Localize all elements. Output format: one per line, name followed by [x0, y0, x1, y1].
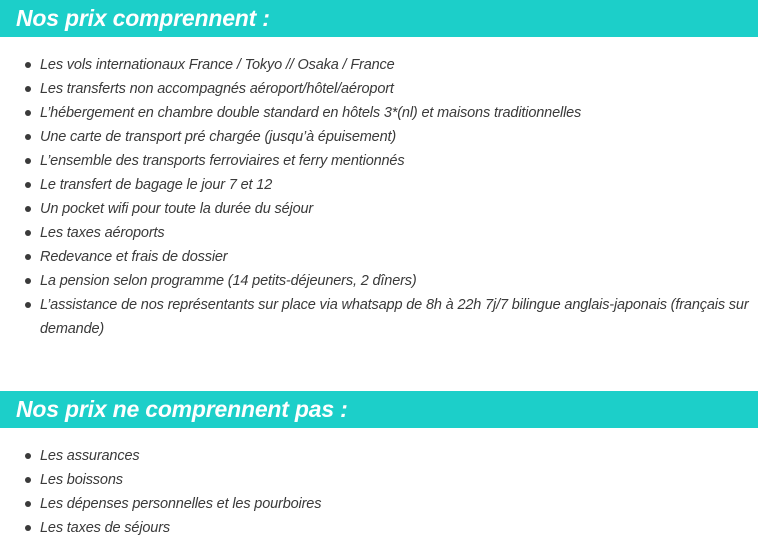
list-item-text: L’assistance de nos représentants sur place via whatsapp de 8h à 22h 7j/7 bilingue anglais-japonais (français sur demande) — [40, 297, 749, 337]
list-item — [0, 77, 758, 101]
list-item-text: L’ensemble des transports ferroviaires et ferry mentionnés — [40, 153, 405, 169]
list-item — [0, 444, 758, 468]
excluded-section-title — [0, 391, 758, 428]
bullet-icon — [25, 254, 31, 260]
list-item-text: Les vols internationaux France / Tokyo // Osaka / France — [40, 57, 395, 73]
list-item-text: Le transfert de bagage le jour 7 et 12 — [40, 177, 273, 193]
list-item — [0, 173, 758, 197]
list-item — [0, 468, 758, 492]
list-item-text: Les assurances — [40, 448, 140, 464]
bullet-icon — [25, 86, 31, 92]
included-section-title — [0, 0, 758, 37]
list-item — [0, 101, 758, 125]
list-item-text: Redevance et frais de dossier — [40, 249, 228, 265]
excluded-list — [0, 444, 758, 540]
list-item-text: Les taxes de séjours — [40, 520, 170, 536]
bullet-icon — [25, 158, 31, 164]
list-item — [0, 125, 758, 149]
list-item — [0, 492, 758, 516]
bullet-icon — [25, 453, 31, 459]
list-item — [0, 149, 758, 173]
bullet-icon — [25, 206, 31, 212]
excluded-title-text: Nos prix ne comprennent pas : — [16, 396, 348, 422]
included-list — [0, 53, 758, 341]
bullet-icon — [25, 182, 31, 188]
list-item-text: La pension selon programme (14 petits-déjeuners, 2 dîners) — [40, 273, 417, 289]
list-item — [0, 53, 758, 77]
bullet-icon — [25, 477, 31, 483]
list-item-text: L’hébergement en chambre double standard en hôtels 3*(nl) et maisons traditionnelles — [40, 105, 582, 121]
bullet-icon — [25, 230, 31, 236]
bullet-icon — [25, 62, 31, 68]
list-item-text: Les dépenses personnelles et les pourboires — [40, 496, 322, 512]
list-item-text: Les taxes aéroports — [40, 225, 165, 241]
list-item-text: Les transferts non accompagnés aéroport/hôtel/aéroport — [40, 81, 394, 97]
bullet-icon — [25, 278, 31, 284]
list-item-text: Une carte de transport pré chargée (jusqu’à épuisement) — [40, 129, 397, 145]
list-item-text: Un pocket wifi pour toute la durée du séjour — [40, 201, 314, 217]
bullet-icon — [25, 501, 31, 507]
bullet-icon — [25, 525, 31, 531]
list-item — [0, 197, 758, 221]
bullet-icon — [25, 134, 31, 140]
list-item — [0, 221, 758, 245]
bullet-icon — [25, 110, 31, 116]
list-item — [0, 516, 758, 540]
list-item — [0, 245, 758, 269]
included-title-text: Nos prix comprennent : — [16, 5, 270, 31]
list-item — [0, 293, 758, 341]
list-item-text: Les boissons — [40, 472, 123, 488]
bullet-icon — [25, 302, 31, 308]
list-item — [0, 269, 758, 293]
